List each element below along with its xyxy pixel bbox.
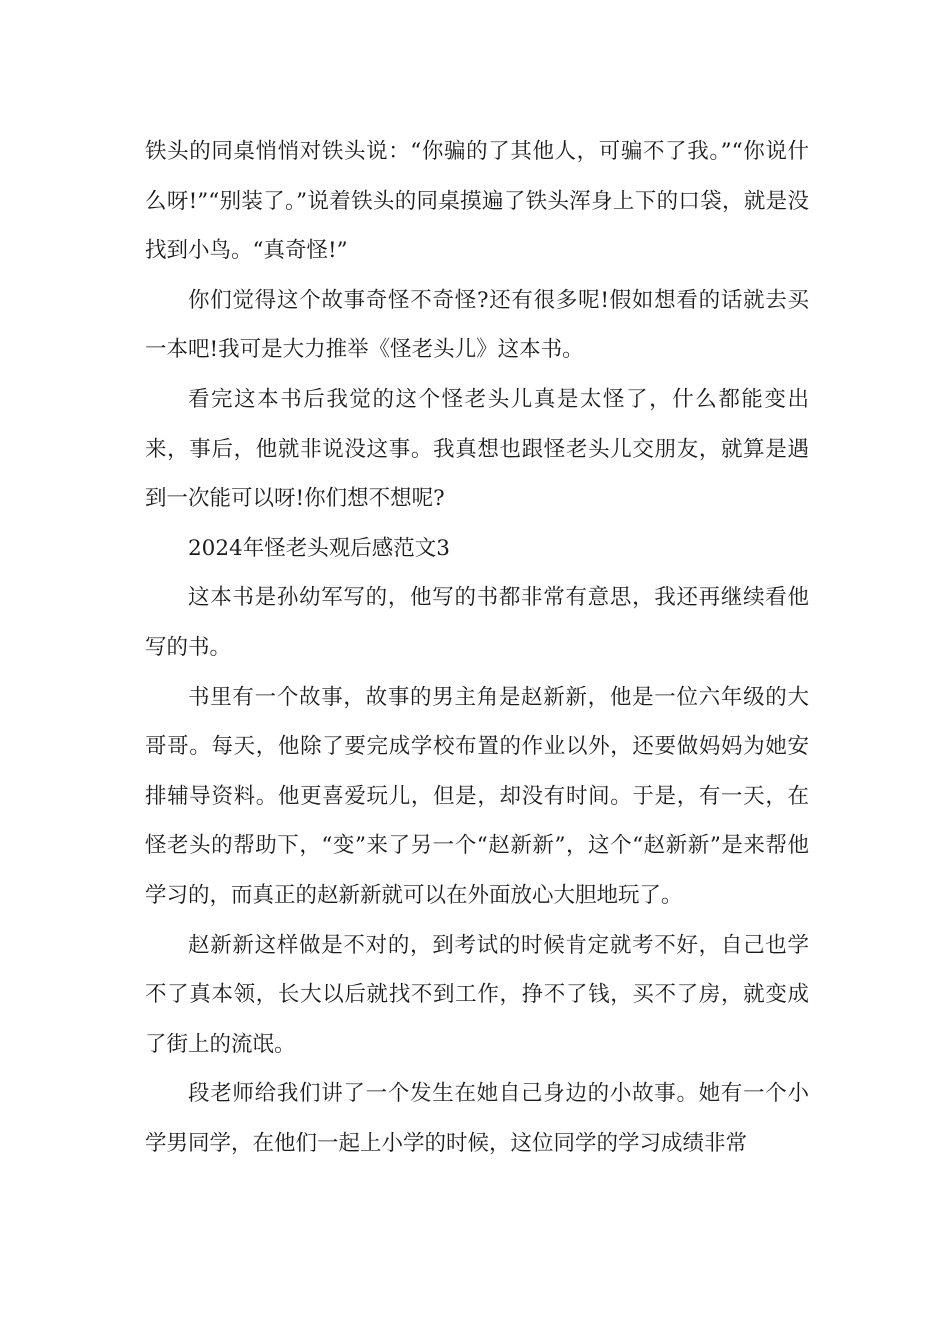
paragraph: 铁头的同桌悄悄对铁头说：“你骗的了其他人，可骗不了我。”“你说什么呀!”“别装了。”说着铁头的同桌摸遍了铁头浑身上下的口袋，就是没找到小鸟。“真奇怪!” bbox=[145, 139, 809, 264]
paragraph: 看完这本书后我觉的这个怪老头儿真是太怪了，什么都能变出来，事后，他就非说没这事。我真想也跟怪老头儿交朋友，就算是遇到一次能可以呀!你们想不想呢? bbox=[145, 386, 809, 512]
document-body bbox=[145, 127, 809, 1168]
paragraph: 你们觉得这个故事奇怪不奇怪?还有很多呢!假如想看的话就去买一本吧!我可是大力推举《怪老头儿》这本书。 bbox=[145, 287, 809, 363]
paragraph: 书里有一个故事，故事的男主角是赵新新，他是一位六年级的大哥哥。每天，他除了要完成学校布置的作业以外，还要做妈妈为她安排辅导资料。他更喜爱玩儿，但是，却没有时间。于是，有一天，在怪老头的帮助下，“变”来了另一个“赵新新”，这个“赵新新”是来帮他学习的，而真正的赵新新就可以在外面放心大胆地玩了。 bbox=[145, 684, 809, 908]
paragraph: 这本书是孙幼军写的，他写的书都非常有意思，我还再继续看他写的书。 bbox=[145, 585, 809, 660]
paragraph: 赵新新这样做是不对的，到考试的时候肯定就考不好，自己也学不了真本领，长大以后就找不到工作，挣不了钱，买不了房，就变成了街上的流氓。 bbox=[145, 932, 809, 1057]
paragraph: 段老师给我们讲了一个发生在她自己身边的小故事。她有一个小学男同学，在他们一起上小学的时候，这位同学的学习成绩非常 bbox=[145, 1081, 809, 1156]
section-heading: 2024年怪老头观后感范文3 bbox=[188, 535, 450, 561]
